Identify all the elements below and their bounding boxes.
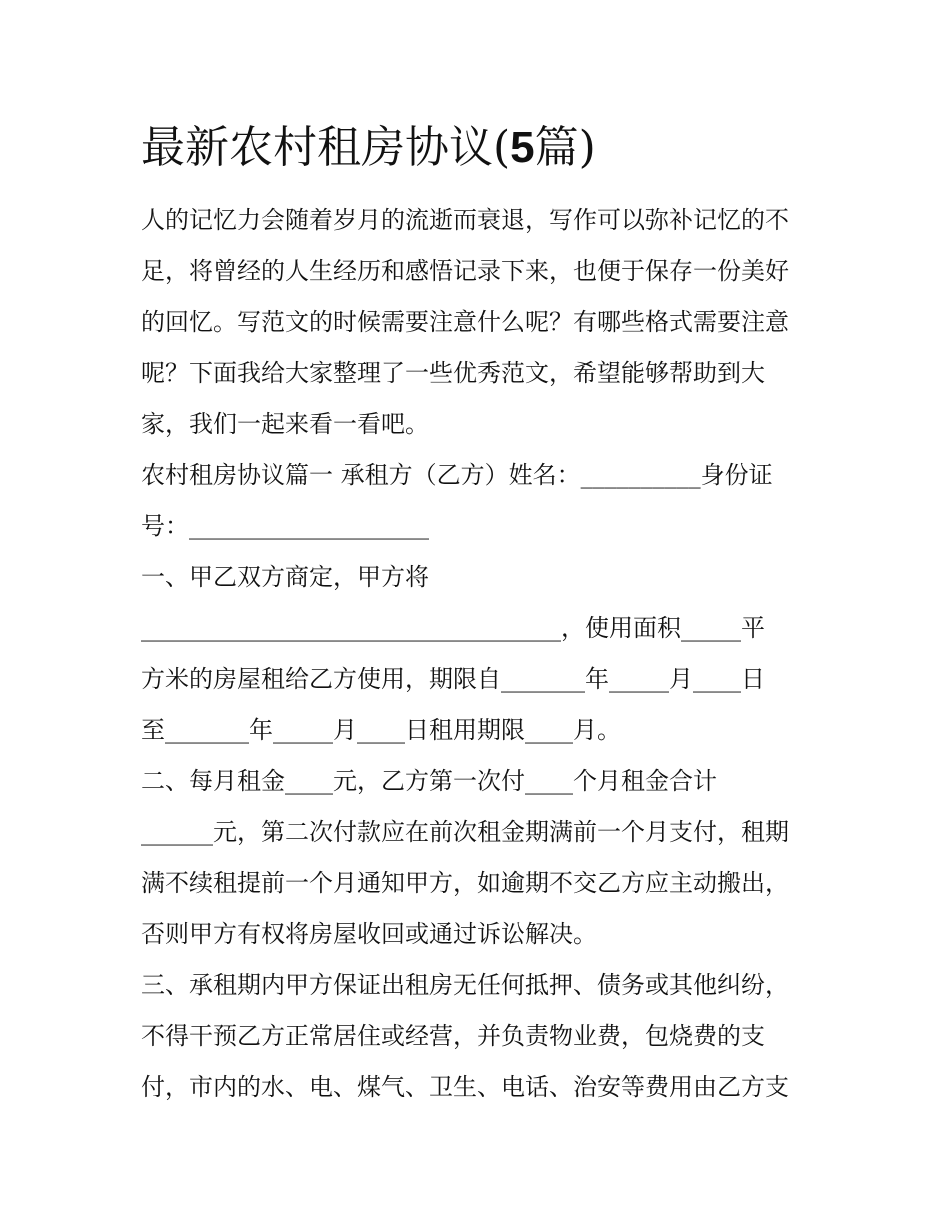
text-line: 三、承租期内甲方保证出租房无任何抵押、债务或其他纠纷， xyxy=(141,971,789,999)
document-title xyxy=(141,118,841,178)
title-number: 5 xyxy=(510,123,535,172)
title-prefix: 最新农村租房协议( xyxy=(141,122,511,173)
text-line: 满不续租提前一个月通知甲方，如逾期不交乙方应主动搬出， xyxy=(141,869,789,897)
document-body xyxy=(141,195,821,1113)
text-line: 家，我们一起来看一看吧。 xyxy=(141,410,429,438)
text-line: 二、每月租金____元，乙方第一次付____个月租金合计 xyxy=(141,767,717,795)
text-line: ___________________________________，使用面积_____平 xyxy=(141,614,765,642)
text-line: ______元，第二次付款应在前次租金期满前一个月支付，租期 xyxy=(141,818,789,846)
text-line: 足，将曾经的人生经历和感悟记录下来，也便于保存一份美好 xyxy=(141,257,789,285)
text-line: 付，市内的水、电、煤气、卫生、电话、治安等费用由乙方支 xyxy=(141,1073,789,1101)
text-line: 的回忆。写范文的时候需要注意什么呢？有哪些格式需要注意 xyxy=(141,308,789,336)
text-line: 至_______年_____月____日租用期限____月。 xyxy=(141,716,621,744)
text-line: 号：____________________ xyxy=(141,512,429,540)
text-line: 呢？下面我给大家整理了一些优秀范文，希望能够帮助到大 xyxy=(141,359,765,387)
title-suffix: 篇) xyxy=(534,122,596,173)
text-line: 方米的房屋租给乙方使用，期限自_______年_____月____日 xyxy=(141,665,765,693)
text-line: 人的记忆力会随着岁月的流逝而衰退，写作可以弥补记忆的不 xyxy=(141,206,789,234)
text-line: 一、甲乙双方商定，甲方将 xyxy=(141,563,429,591)
text-line: 否则甲方有权将房屋收回或通过诉讼解决。 xyxy=(141,920,597,948)
text-line: 不得干预乙方正常居住或经营，并负责物业费，包烧费的支 xyxy=(141,1022,765,1050)
text-line: 农村租房协议篇一 承租方（乙方）姓名：__________身份证 xyxy=(141,461,773,489)
